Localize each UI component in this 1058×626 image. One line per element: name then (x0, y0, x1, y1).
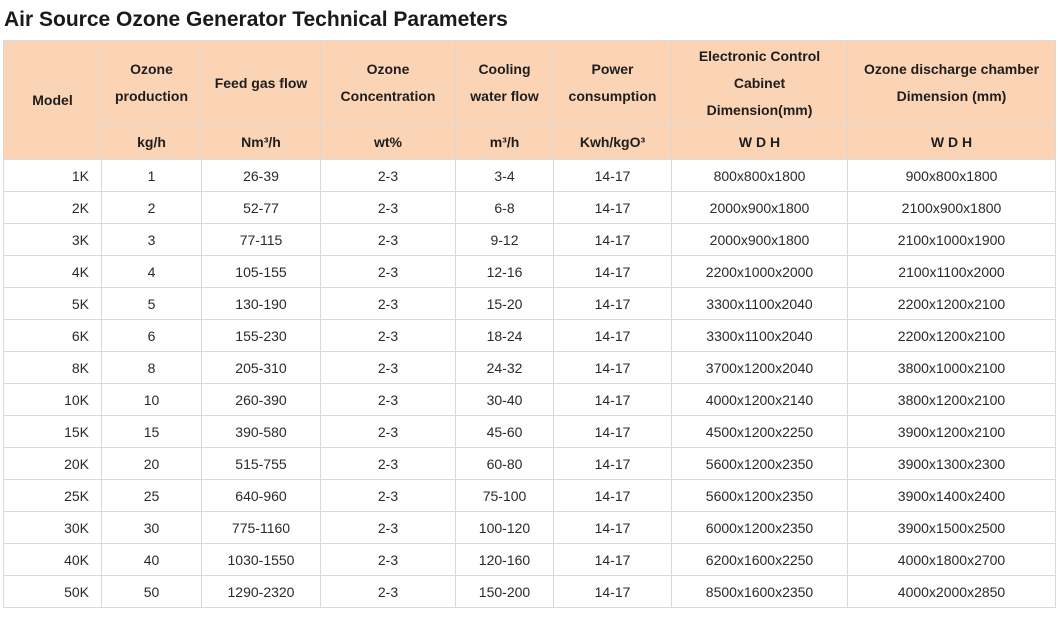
model-cell: 30K (4, 512, 102, 544)
table-cell: 6000x1200x2350 (672, 512, 848, 544)
table-cell: 4000x2000x2850 (848, 576, 1056, 608)
header-unit-cooling-water-flow: m³/h (456, 126, 554, 160)
table-cell: 2100x1100x2000 (848, 256, 1056, 288)
model-cell: 50K (4, 576, 102, 608)
header-control-cabinet-dimension: Electronic Control Cabinet Dimension(mm) (672, 41, 848, 126)
header-power-consumption: Power consumption (554, 41, 672, 126)
table-cell: 2-3 (321, 576, 456, 608)
table-cell: 4000x1800x2700 (848, 544, 1056, 576)
header-model: Model (4, 41, 102, 160)
table-cell: 2-3 (321, 192, 456, 224)
table-cell: 3800x1000x2100 (848, 352, 1056, 384)
table-cell: 2-3 (321, 160, 456, 192)
table-cell: 260-390 (202, 384, 321, 416)
table-cell: 900x800x1800 (848, 160, 1056, 192)
table-cell: 50 (102, 576, 202, 608)
table-cell: 515-755 (202, 448, 321, 480)
table-cell: 10 (102, 384, 202, 416)
table-cell: 14-17 (554, 160, 672, 192)
model-cell: 10K (4, 384, 102, 416)
model-cell: 4K (4, 256, 102, 288)
table-cell: 120-160 (456, 544, 554, 576)
table-cell: 5600x1200x2350 (672, 448, 848, 480)
table-cell: 15 (102, 416, 202, 448)
table-row (4, 288, 1056, 320)
header-cooling-water-flow: Cooling water flow (456, 41, 554, 126)
table-cell: 6 (102, 320, 202, 352)
header-unit-power-consumption: Kwh/kgO³ (554, 126, 672, 160)
table-cell: 14-17 (554, 352, 672, 384)
table-cell: 6-8 (456, 192, 554, 224)
header-unit-discharge-chamber-dimension: W D H (848, 126, 1056, 160)
table-cell: 14-17 (554, 480, 672, 512)
header-feed-gas-flow: Feed gas flow (202, 41, 321, 126)
table-cell: 2-3 (321, 480, 456, 512)
table-cell: 130-190 (202, 288, 321, 320)
table-cell: 2-3 (321, 544, 456, 576)
table-header (4, 41, 1056, 160)
table-cell: 30-40 (456, 384, 554, 416)
table-cell: 4000x1200x2140 (672, 384, 848, 416)
table-cell: 3 (102, 224, 202, 256)
model-cell: 2K (4, 192, 102, 224)
parameters-table (3, 40, 1056, 608)
table-cell: 2-3 (321, 448, 456, 480)
model-cell: 6K (4, 320, 102, 352)
header-ozone-production: Ozone production (102, 41, 202, 126)
table-row (4, 352, 1056, 384)
table-cell: 1 (102, 160, 202, 192)
table-cell: 4500x1200x2250 (672, 416, 848, 448)
table-cell: 2200x1000x2000 (672, 256, 848, 288)
table-cell: 3700x1200x2040 (672, 352, 848, 384)
table-cell: 2-3 (321, 320, 456, 352)
table-cell: 8500x1600x2350 (672, 576, 848, 608)
table-cell: 2100x900x1800 (848, 192, 1056, 224)
table-cell: 60-80 (456, 448, 554, 480)
table-cell: 20 (102, 448, 202, 480)
table-cell: 2000x900x1800 (672, 192, 848, 224)
table-cell: 3800x1200x2100 (848, 384, 1056, 416)
table-cell: 2200x1200x2100 (848, 320, 1056, 352)
table-cell: 1030-1550 (202, 544, 321, 576)
table-cell: 3900x1200x2100 (848, 416, 1056, 448)
table-cell: 800x800x1800 (672, 160, 848, 192)
model-cell: 15K (4, 416, 102, 448)
table-row (4, 160, 1056, 192)
table-cell: 14-17 (554, 256, 672, 288)
table-cell: 14-17 (554, 416, 672, 448)
model-cell: 8K (4, 352, 102, 384)
table-cell: 2-3 (321, 288, 456, 320)
table-cell: 26-39 (202, 160, 321, 192)
model-cell: 5K (4, 288, 102, 320)
table-cell: 1290-2320 (202, 576, 321, 608)
table-cell: 8 (102, 352, 202, 384)
table-cell: 3900x1300x2300 (848, 448, 1056, 480)
header-unit-ozone-production: kg/h (102, 126, 202, 160)
table-cell: 2-3 (321, 416, 456, 448)
table-cell: 45-60 (456, 416, 554, 448)
table-cell: 14-17 (554, 224, 672, 256)
page-title: Air Source Ozone Generator Technical Parameters (4, 8, 508, 31)
table-cell: 40 (102, 544, 202, 576)
parameters-table-container (3, 40, 1056, 608)
table-cell: 3900x1400x2400 (848, 480, 1056, 512)
table-row (4, 512, 1056, 544)
table-cell: 100-120 (456, 512, 554, 544)
table-cell: 12-16 (456, 256, 554, 288)
table-cell: 3300x1100x2040 (672, 288, 848, 320)
table-cell: 75-100 (456, 480, 554, 512)
table-cell: 2100x1000x1900 (848, 224, 1056, 256)
table-row (4, 480, 1056, 512)
table-cell: 3-4 (456, 160, 554, 192)
header-discharge-chamber-dimension: Ozone discharge chamber Dimension (mm) (848, 41, 1056, 126)
model-cell: 3K (4, 224, 102, 256)
table-row (4, 576, 1056, 608)
table-cell: 18-24 (456, 320, 554, 352)
table-cell: 155-230 (202, 320, 321, 352)
table-cell: 390-580 (202, 416, 321, 448)
table-row (4, 192, 1056, 224)
table-row (4, 448, 1056, 480)
table-cell: 3300x1100x2040 (672, 320, 848, 352)
model-cell: 25K (4, 480, 102, 512)
table-body (4, 160, 1056, 608)
table-row (4, 320, 1056, 352)
header-ozone-concentration: Ozone Concentration (321, 41, 456, 126)
table-row (4, 416, 1056, 448)
table-cell: 2-3 (321, 384, 456, 416)
table-cell: 52-77 (202, 192, 321, 224)
table-row (4, 544, 1056, 576)
table-cell: 4 (102, 256, 202, 288)
table-cell: 14-17 (554, 320, 672, 352)
table-cell: 6200x1600x2250 (672, 544, 848, 576)
table-cell: 2-3 (321, 352, 456, 384)
table-cell: 30 (102, 512, 202, 544)
header-unit-control-cabinet-dimension: W D H (672, 126, 848, 160)
table-cell: 14-17 (554, 192, 672, 224)
table-cell: 3900x1500x2500 (848, 512, 1056, 544)
table-cell: 205-310 (202, 352, 321, 384)
table-cell: 15-20 (456, 288, 554, 320)
table-cell: 640-960 (202, 480, 321, 512)
table-cell: 14-17 (554, 288, 672, 320)
table-cell: 2200x1200x2100 (848, 288, 1056, 320)
table-cell: 2-3 (321, 256, 456, 288)
table-cell: 150-200 (456, 576, 554, 608)
header-unit-feed-gas-flow: Nm³/h (202, 126, 321, 160)
table-cell: 77-115 (202, 224, 321, 256)
table-cell: 24-32 (456, 352, 554, 384)
model-cell: 40K (4, 544, 102, 576)
table-cell: 9-12 (456, 224, 554, 256)
table-cell: 5600x1200x2350 (672, 480, 848, 512)
table-cell: 14-17 (554, 384, 672, 416)
table-cell: 14-17 (554, 576, 672, 608)
table-cell: 2 (102, 192, 202, 224)
table-cell: 2-3 (321, 512, 456, 544)
table-row (4, 384, 1056, 416)
table-cell: 5 (102, 288, 202, 320)
table-row (4, 224, 1056, 256)
table-cell: 14-17 (554, 544, 672, 576)
table-cell: 105-155 (202, 256, 321, 288)
header-unit-ozone-concentration: wt% (321, 126, 456, 160)
model-cell: 20K (4, 448, 102, 480)
model-cell: 1K (4, 160, 102, 192)
table-cell: 2000x900x1800 (672, 224, 848, 256)
table-cell: 25 (102, 480, 202, 512)
table-cell: 775-1160 (202, 512, 321, 544)
table-row (4, 256, 1056, 288)
table-cell: 14-17 (554, 448, 672, 480)
table-cell: 14-17 (554, 512, 672, 544)
table-cell: 2-3 (321, 224, 456, 256)
